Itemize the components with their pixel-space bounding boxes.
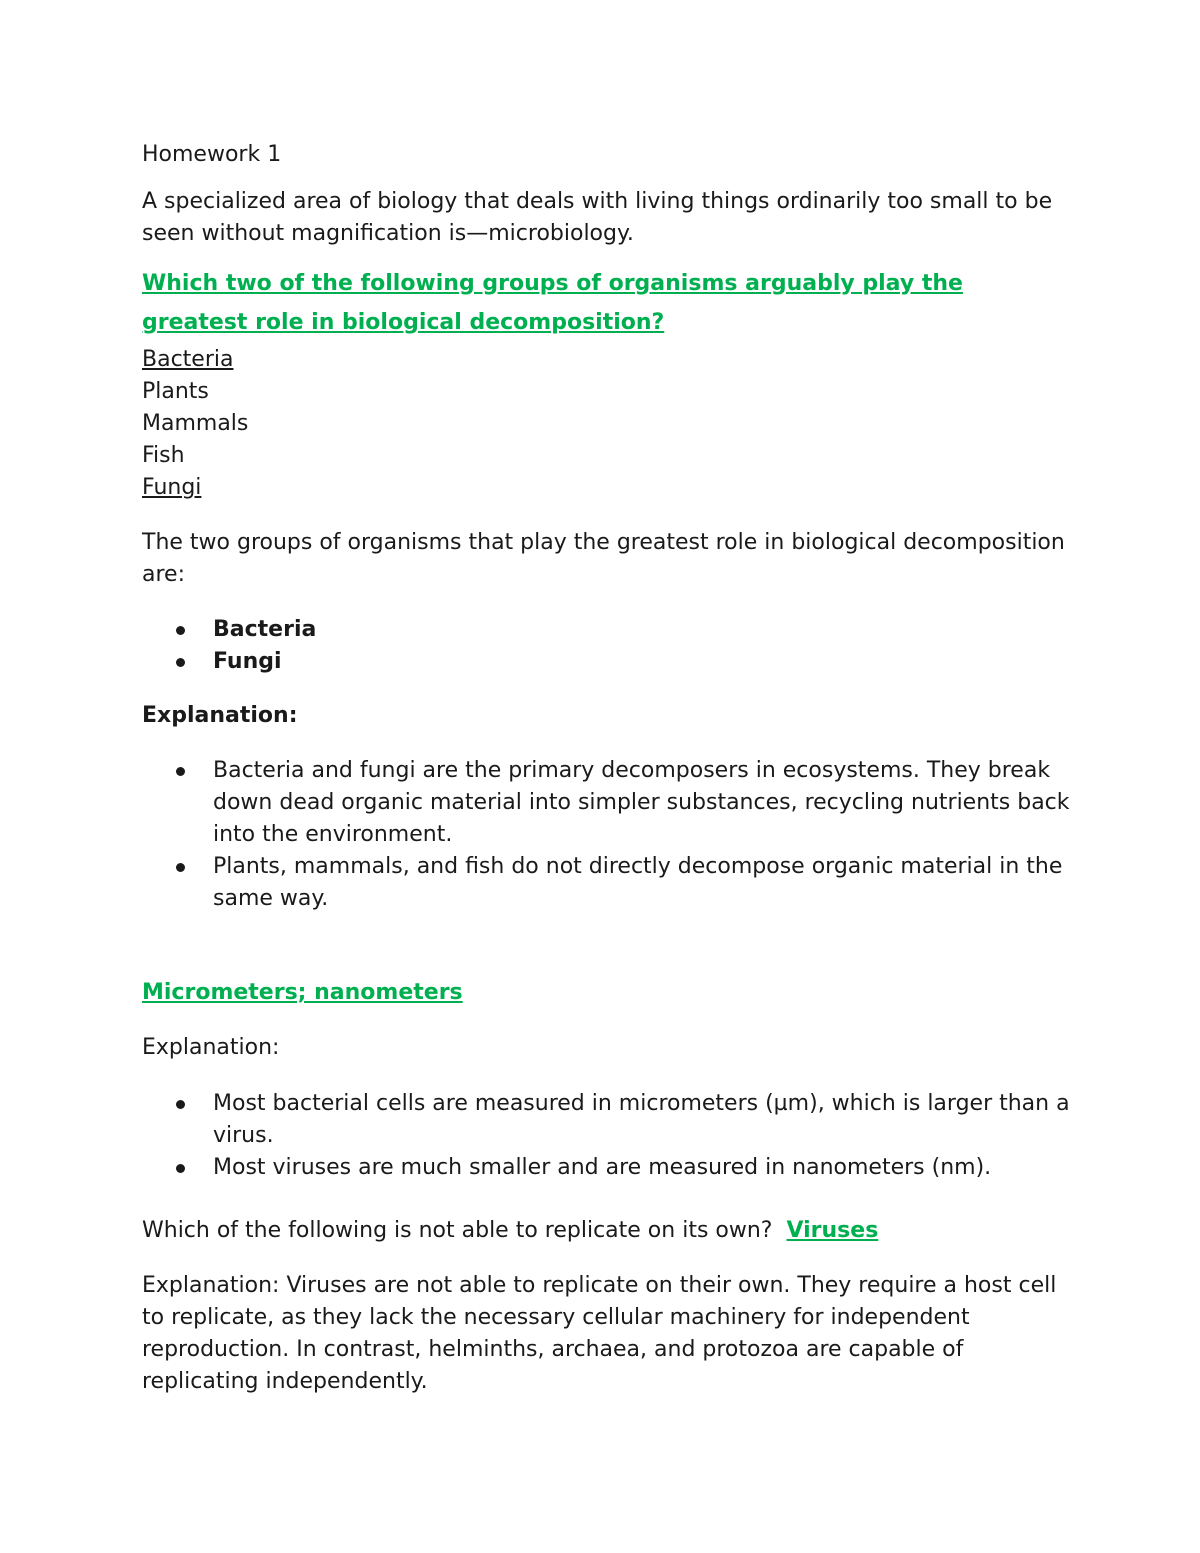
question-1-options — [142, 344, 1072, 504]
question-2-explanation-label: Explanation: — [142, 1035, 280, 1060]
question-1-explanation-list — [142, 755, 1072, 915]
question-2-answer: Micrometers; nanometers — [142, 980, 463, 1005]
question-1: Which two of the following groups of organisms arguably play the greatest role in biological decomposition? — [142, 271, 963, 335]
document-page — [142, 139, 1072, 1398]
option-plants: Plants — [142, 379, 209, 404]
option-bacteria: Bacteria — [142, 347, 234, 372]
question-1-explanation-label: Explanation: — [142, 703, 298, 728]
answer-bacteria: Bacteria — [142, 614, 1072, 646]
question-1-answer-intro: The two groups of organisms that play the greatest role in biological decomposition are: — [142, 530, 1065, 587]
explanation-item: Most viruses are much smaller and are measured in nanometers (nm). — [142, 1152, 1072, 1184]
question-3-text: Which of the following is not able to replicate on its own? — [142, 1218, 773, 1243]
question-3 — [142, 1215, 1072, 1247]
explanation-item: Plants, mammals, and fish do not directly decompose organic material in the same way. — [142, 851, 1072, 915]
document-title: Homework 1 — [142, 142, 282, 167]
intro-paragraph: A specialized area of biology that deals with living things ordinarily too small to be seen without magnification is—microbiology. — [142, 189, 1053, 246]
option-fish: Fish — [142, 443, 185, 468]
explanation-item: Bacteria and fungi are the primary decomposers in ecosystems. They break down dead organic material into simpler substances, recycling nutrients back into the environment. — [142, 755, 1072, 851]
question-1-answer-list — [142, 614, 1072, 678]
question-2-explanation-list — [142, 1088, 1072, 1184]
option-mammals: Mammals — [142, 411, 249, 436]
answer-fungi: Fungi — [142, 646, 1072, 678]
question-3-explanation: Explanation: Viruses are not able to replicate on their own. They require a host cell to replicate, as they lack the necessary cellular machinery for independent reproduction. In contrast, helminths, archaea, and protozoa are capable of replicating independently. — [142, 1273, 1057, 1394]
explanation-item: Most bacterial cells are measured in micrometers (µm), which is larger than a virus. — [142, 1088, 1072, 1152]
question-3-answer: Viruses — [786, 1218, 879, 1243]
option-fungi: Fungi — [142, 475, 202, 500]
